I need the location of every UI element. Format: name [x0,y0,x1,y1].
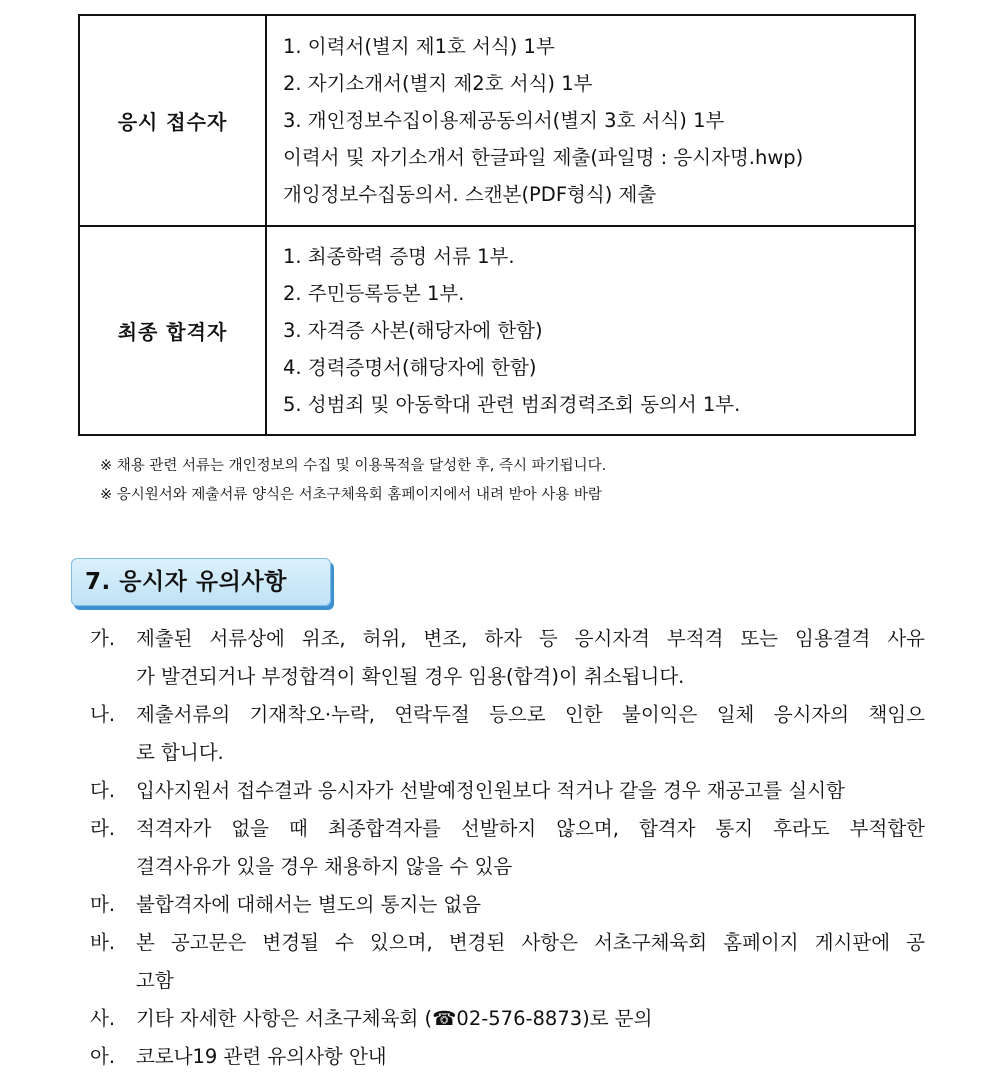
note-line: ※ 응시원서와 제출서류 양식은 서초구체육회 홈페이지에서 내려 받아 사용 바람 [100,487,602,503]
list-item: 1. 이력서(별지 제1호 서식) 1부 [283,35,555,58]
row-label-final: 최종 합격자 [79,226,266,435]
list-item: 2. 주민등록등본 1부. [283,282,465,305]
item-marker: 가. [90,627,116,650]
item-text: 적격자가 없을 때 최종합격자를 선발하지 않으며, 합격자 통지 후라도 부적합한 [136,817,925,840]
item-text: 고함 [136,969,174,992]
list-item: 4. 경력증명서(해당자에 한함) [283,356,537,379]
item-marker: 아. [90,1045,116,1068]
item-text: 불합격자에 대해서는 별도의 통지는 없음 [136,893,482,916]
row-label-applicant: 응시 접수자 [79,15,266,226]
item-marker: 마. [90,893,116,916]
list-item: 3. 개인정보수집이용제공동의서(별지 3호 서식) 1부 [283,109,725,132]
caution-item [90,772,925,810]
caution-item [90,696,925,772]
item-text: 본 공고문은 변경될 수 있으며, 변경된 사항은 서초구체육회 홈페이지 게시판에 공 [136,931,925,954]
item-text: 가 발견되거나 부정합격이 확인될 경우 임용(합격)이 취소됩니다. [136,665,685,688]
caution-item [90,810,925,886]
item-text: 제출된 서류상에 위조, 허위, 변조, 하자 등 응시자격 부적격 또는 임용결격 사유 [136,627,925,650]
caution-item [90,924,925,1000]
required-documents-table [78,14,916,436]
list-item: 1. 최종학력 증명 서류 1부. [283,245,515,268]
item-text: 기타 자세한 사항은 서초구체육회 (☎02-576-8873)로 문의 [136,1007,653,1030]
caution-item [90,1038,925,1076]
item-text: 제출서류의 기재착오·누락, 연락두절 등으로 인한 불이익은 일체 응시자의 책임으 [136,703,925,726]
item-marker: 다. [90,779,116,802]
caution-item [90,620,925,696]
table-row [79,226,915,435]
table-notes [100,452,606,510]
item-text: 결격사유가 있을 경우 채용하지 않을 수 있음 [136,855,513,878]
item-marker: 라. [90,817,116,840]
section-header [71,558,331,606]
item-text: 로 합니다. [136,741,224,764]
caution-item [90,1000,925,1038]
section-title: 7. 응시자 유의사항 [85,569,287,595]
item-marker: 바. [90,931,116,954]
row-items-applicant [266,15,915,226]
item-marker: 나. [90,703,116,726]
cautions-list [90,620,925,1076]
caution-item [90,886,925,924]
list-item: 5. 성범죄 및 아동학대 관련 범죄경력조회 동의서 1부. [283,393,741,416]
list-item: 개잉정보수집동의서. 스캔본(PDF형식) 제출 [283,183,657,206]
item-text: 코로나19 관련 유의사항 안내 [136,1045,387,1068]
note-line: ※ 채용 관련 서류는 개인정보의 수집 및 이용목적을 달성한 후, 즉시 파기됩니다. [100,458,607,474]
table-row [79,15,915,226]
item-text: 입사지원서 접수결과 응시자가 선발예정인원보다 적거나 같을 경우 재공고를 실시함 [136,779,845,802]
row-items-final [266,226,915,435]
list-item: 3. 자격증 사본(해당자에 한함) [283,319,543,342]
item-marker: 사. [90,1007,116,1030]
list-item: 2. 자기소개서(별지 제2호 서식) 1부 [283,72,593,95]
list-item: 이력서 및 자기소개서 한글파일 제출(파일명 : 응시자명.hwp) [283,146,804,169]
